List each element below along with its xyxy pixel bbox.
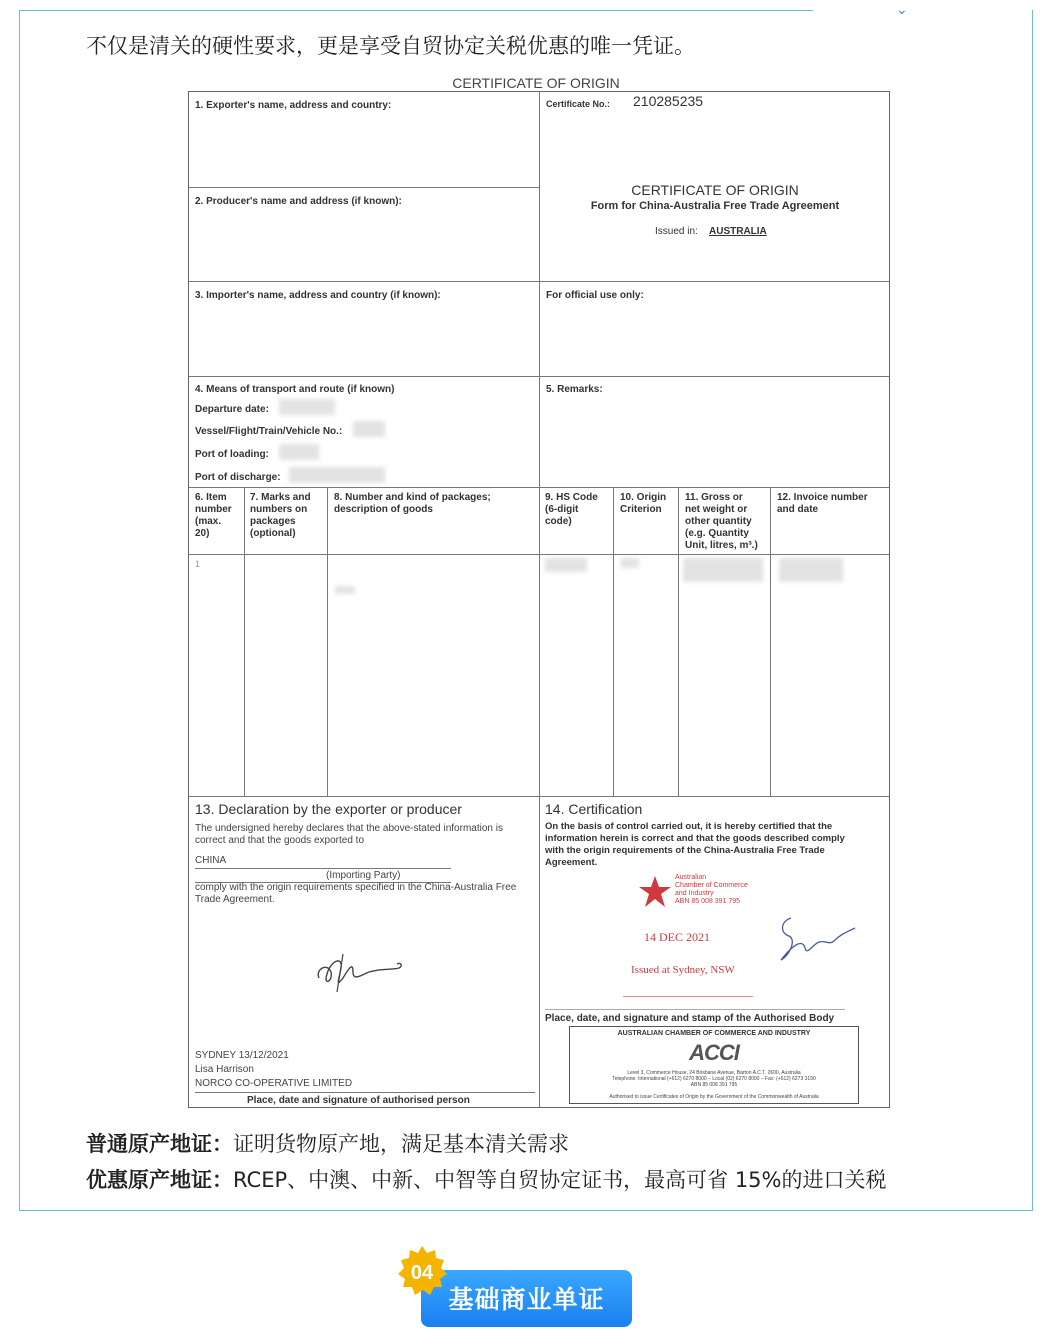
col8-header: 8. Number and kind of packages; description of goods (334, 492, 491, 515)
intro-text: 不仅是清关的硬性要求，更是享受自贸协定关税优惠的唯一凭证。 (86, 34, 695, 58)
acci-footer: Authorised to issue Certificates of Origin by the Government of the Commonwealth of Australia (609, 1094, 819, 1100)
acci-header: AUSTRALIAN CHAMBER OF COMMERCE AND INDUSTRY (617, 1030, 811, 1037)
redacted-port-loading (279, 444, 319, 460)
cert-no-value: 210285235 (633, 93, 704, 109)
redacted-vessel (353, 421, 385, 437)
ordinary-coo-label: 普通原产地证： (86, 1132, 233, 1156)
box14-caption: Place, date, and signature and stamp of the Authorised Body (545, 1013, 835, 1024)
form-subtitle: Form for China-Australia Free Trade Agreement (590, 200, 840, 212)
stamp-date: 14 DEC 2021 (644, 930, 710, 944)
col7-header: 7. Marks and numbers on packages (optional) (250, 492, 311, 539)
ordinary-coo-line (86, 1128, 569, 1158)
box14-text: On the basis of control carried out, it is hereby certified that the information herein is correct and that the goods described comply with the origin requirements of the China-Australia Free Trade Agreement. (545, 821, 845, 868)
preferential-coo-text: RCEP、中澳、中新、中智等自贸协定证书，最高可省 15%的进口关税 (233, 1168, 887, 1192)
section-title-button[interactable] (421, 1270, 632, 1327)
importing-party-caption: (Importing Party) (326, 870, 401, 881)
col9-header: 9. HS Code (6-digit code) (545, 492, 598, 527)
box5-label: 5. Remarks: (546, 384, 603, 395)
col11-header: 11. Gross or net weight or other quantity (e.g. Quantity Unit, litres, m³.) (685, 492, 758, 551)
acci-logo: ACCI (689, 1040, 739, 1065)
acci-stamp-box (569, 1026, 859, 1104)
redacted-port-discharge (289, 467, 385, 483)
section-title: 基础商业单证 (448, 1285, 605, 1314)
box3-label: 3. Importer's name, address and country (if known): (195, 290, 441, 301)
form-title: CERTIFICATE OF ORIGIN (631, 182, 799, 198)
section-number-badge (396, 1245, 448, 1297)
certificate-top-title: CERTIFICATE OF ORIGIN (452, 75, 620, 91)
signature-name: Lisa Harrison (195, 1064, 254, 1075)
certificate-image (176, 72, 896, 1112)
cert-no-label: Certificate No.: (546, 99, 611, 109)
box13-title: 13. Declaration by the exporter or producer (195, 801, 462, 817)
ordinary-coo-text: 证明货物原产地，满足基本清关需求 (233, 1132, 569, 1156)
chamber-star-icon (638, 875, 672, 909)
redacted-criterion (621, 558, 639, 568)
certifier-signature (775, 912, 859, 968)
redacted-invoice (779, 558, 843, 582)
official-use-label: For official use only: (546, 290, 644, 301)
vessel-label: Vessel/Flight/Train/Vehicle No.: (195, 426, 343, 437)
box2-label: 2. Producer's name and address (if known): (195, 196, 402, 207)
box14-title: 14. Certification (545, 801, 643, 817)
item-number: 1 (195, 559, 201, 569)
issued-in-value: AUSTRALIA (709, 226, 767, 237)
chevron-down-icon[interactable]: ⌄ (896, 2, 908, 18)
col6-header: 6. Item number (max. 20) (195, 492, 232, 539)
preferential-coo-line (86, 1164, 887, 1194)
col12-header: 12. Invoice number and date (777, 492, 868, 515)
box1-label: 1. Exporter's name, address and country: (195, 100, 392, 111)
box13-text2: comply with the origin requirements specified in the China-Australia Free Trade Agreement. (195, 882, 517, 905)
section-number: 04 (410, 1262, 434, 1284)
certificate-form (188, 91, 890, 1108)
redacted-goods (335, 586, 355, 594)
departure-label: Departure date: (195, 404, 269, 415)
card-top-border (19, 10, 813, 11)
exporter-signature (313, 948, 409, 996)
port-discharge-label: Port of discharge: (195, 472, 281, 483)
port-loading-label: Port of loading: (195, 449, 269, 460)
issued-in-label: Issued in: (655, 226, 698, 237)
signature-company: NORCO CO-OPERATIVE LIMITED (195, 1078, 353, 1089)
importing-country: CHINA (195, 855, 227, 866)
signature-place-date: SYDNEY 13/12/2021 (195, 1050, 289, 1061)
col10-header: 10. Origin Criterion (620, 492, 667, 515)
box13-text: The undersigned hereby declares that the above-stated information is correct and that the goods exported to (195, 823, 503, 846)
redacted-departure (279, 399, 335, 415)
acci-address: Level 3, Commerce House, 24 Brisbane Avenue, Barton A.C.T. 2600, Australia Telephone: International (+612) 6270 8000 – Local (02) 6270 8000 – Fax: (+612) 6273 3190 ABN 85 008 391 795 (612, 1070, 816, 1088)
redacted-hs-code (545, 558, 587, 572)
box4-label: 4. Means of transport and route (if known) (195, 384, 395, 395)
stamp-place: Issued at Sydney, NSW (631, 964, 735, 976)
box13-caption: Place, date and signature of authorised person (247, 1095, 470, 1106)
redacted-weight (683, 558, 763, 582)
preferential-coo-label: 优惠原产地证： (86, 1168, 233, 1192)
stamp-org: Australian Chamber of Commerce and Industry ABN 85 008 391 795 (675, 874, 748, 905)
